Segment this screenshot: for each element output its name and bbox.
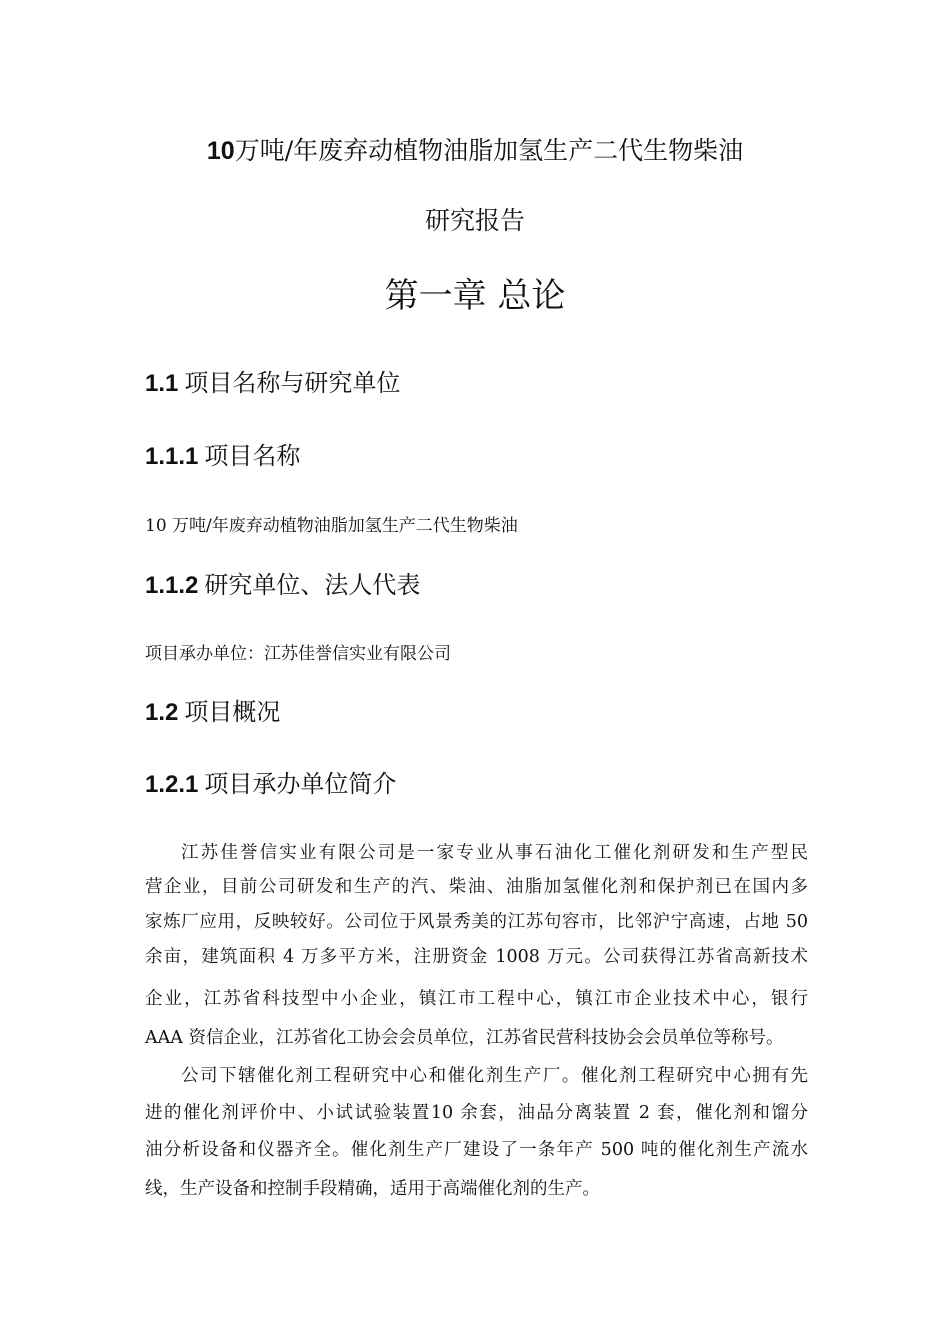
section-number: 1.1.1 bbox=[145, 443, 199, 470]
paragraph-line: 家炼厂应用，反映较好。公司位于风景秀美的江苏句容市，比邻沪宁高速，占地 50 bbox=[145, 912, 808, 932]
paragraph-line: 进的催化剂评价中、小试试验装置10 余套，油品分离装置 2 套，催化剂和馏分 bbox=[145, 1103, 808, 1123]
section-number: 1.2.1 bbox=[145, 771, 199, 798]
paragraph-line: 余亩，建筑面积 4 万多平方米，注册资金 1008 万元。公司获得江苏省高新技术 bbox=[145, 947, 808, 967]
section-number: 1.1 bbox=[145, 370, 179, 397]
paragraph-line: 公司下辖催化剂工程研究中心和催化剂生产厂。催化剂工程研究中心拥有先 bbox=[181, 1066, 808, 1086]
paragraph-line: 营企业，目前公司研发和生产的汽、柴油、油脂加氢催化剂和保护剂已在国内多 bbox=[145, 877, 808, 897]
paragraph-line: 油分析设备和仪器齐全。催化剂生产厂建设了一条年产 500 吨的催化剂生产流水 bbox=[145, 1140, 808, 1160]
section-heading-1-2 bbox=[145, 696, 280, 729]
section-title: 项目概况 bbox=[184, 698, 281, 726]
section-title: 项目承办单位简介 bbox=[204, 770, 397, 798]
report-title-line-1 bbox=[0, 135, 950, 167]
section-title: 项目名称与研究单位 bbox=[184, 369, 401, 397]
section-heading-1-2-1 bbox=[145, 768, 396, 801]
report-title-line-2: 研究报告 bbox=[424, 206, 525, 235]
paragraph-line: AAA 资信企业，江苏省化工协会会员单位，江苏省民营科技协会会员单位等称号。 bbox=[145, 1028, 784, 1048]
section-heading-1-1-2 bbox=[145, 569, 420, 602]
section-heading-1-1-1 bbox=[145, 440, 300, 473]
chapter-title: 第一章 总论 bbox=[384, 276, 566, 316]
paragraph-line: 企业，江苏省科技型中小企业，镇江市工程中心，镇江市企业技术中心，银行 bbox=[145, 989, 808, 1009]
paragraph-line: 线，生产设备和控制手段精确，适用于高端催化剂的生产。 bbox=[145, 1179, 600, 1199]
section-number: 1.1.2 bbox=[145, 572, 199, 599]
report-title-number: 10 bbox=[206, 137, 235, 165]
report-title-text: 万吨/年废弃动植物油脂加氢生产二代生物柴油 bbox=[234, 136, 744, 165]
project-name-text: 10 万吨/年废弃动植物油脂加氢生产二代生物柴油 bbox=[145, 516, 518, 536]
paragraph-line: 江苏佳誉信实业有限公司是一家专业从事石油化工催化剂研发和生产型民 bbox=[181, 843, 808, 863]
section-heading-1-1 bbox=[145, 367, 400, 400]
section-title: 项目名称 bbox=[204, 442, 301, 470]
undertaker-text: 项目承办单位：江苏佳誉信实业有限公司 bbox=[145, 644, 451, 664]
section-title: 研究单位、法人代表 bbox=[204, 571, 421, 599]
section-number: 1.2 bbox=[145, 699, 179, 726]
